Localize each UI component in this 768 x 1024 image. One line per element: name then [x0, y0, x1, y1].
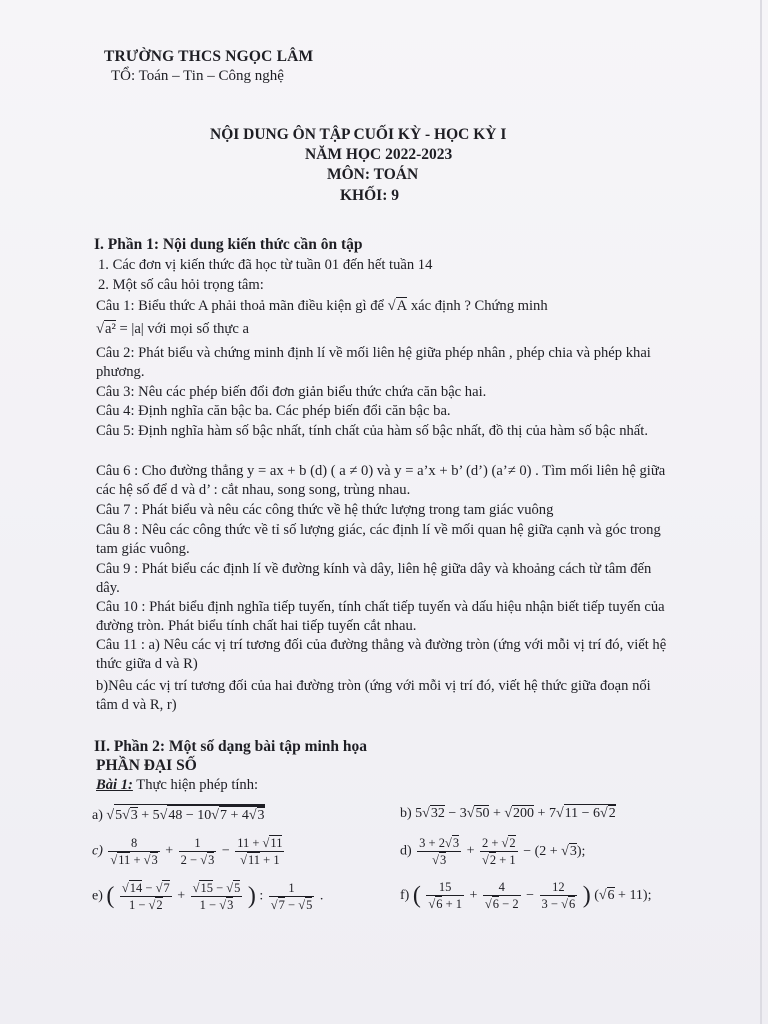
- exercise-f: f) ( $\frac{15}{√6 + 1}$ + $\frac{4}{√6 - 2}$ − $\frac{12}{3 - √6}$ ) (√6 + 11);: [400, 880, 652, 911]
- subject: MÔN: TOÁN: [327, 166, 419, 183]
- exercise-e-label: e): [92, 888, 103, 904]
- question-5: Câu 5: Định nghĩa hàm số bậc nhất, tính chất của hàm số bậc nhất, đồ thị của hàm số bậc nhất.: [96, 423, 648, 439]
- grade: KHỐI: 9: [340, 187, 399, 204]
- exercise-b-label: b): [400, 806, 412, 821]
- exercise-d: d) $\frac{3 + 2√3}{√3}$ + $\frac{2 + √2}{√2 + 1}$ − (2 + √3);: [400, 836, 586, 867]
- question-1: [96, 297, 548, 315]
- fraction: $\frac{4}{√6 - 2}$: [484, 880, 519, 911]
- fraction: $\frac{15}{√6 + 1}$: [428, 880, 463, 911]
- question-1-text-b: xác định ? Chứng minh: [407, 298, 548, 314]
- fraction: $\frac{3 + 2√3}{√3}$: [419, 836, 460, 867]
- exercise-c: c) $\frac{8}{√11 + √3}$ + $\frac{1}{2 - √3}$ − $\frac{11 + √11}{√11 + 1}$: [92, 835, 283, 867]
- sqrt-a2-expression: √a²: [96, 321, 116, 337]
- part2-heading: II. Phần 2: Một số dạng bài tập minh họa: [94, 738, 368, 755]
- question-10: Câu 10 : Phát biểu định nghĩa tiếp tuyến, tính chất tiếp tuyến và dấu hiệu nhận biết tiếp tuyến của đường tròn. Phát biểu tính chất hai tiếp tuyến cắt nhau.: [96, 599, 665, 634]
- exercise-b-expression: 5√32 − 3√50 + √200 + 7√11 − 6√2: [415, 806, 616, 821]
- question-8: Câu 8 : Nêu các công thức về tỉ số lượng giác, các định lí về mối quan hệ giữa cạnh và góc trong tam giác vuông.: [96, 522, 661, 557]
- algebra-heading: PHẦN ĐẠI SỐ: [96, 757, 197, 774]
- question-11b: b)Nêu các vị trí tương đối của hai đường tròn (ứng với mỗi vị trí đó, viết hệ thức giữa đoạn nối tâm d và R, r): [96, 678, 651, 713]
- school-year: NĂM HỌC 2022-2023: [305, 146, 453, 163]
- fraction: $\frac{12}{3 - √6}$: [541, 880, 576, 911]
- bai1-heading: [96, 777, 258, 794]
- part1-item1: 1. Các đơn vị kiến thức đã học từ tuần 01 đến hết tuần 14: [98, 257, 433, 273]
- fraction: $\frac{√14 - √7}{1 - √2}$: [121, 881, 170, 912]
- abs-a-expression: = |a|: [115, 321, 144, 337]
- page-edge: [760, 0, 762, 1024]
- question-9: Câu 9 : Phát biểu các định lí về đường kính và dây, liên hệ giữa dây và khoảng cách từ tâm đến dây.: [96, 561, 652, 596]
- school-name: TRƯỜNG THCS NGỌC LÂM: [104, 48, 314, 65]
- exercise-c-label: c): [92, 843, 103, 859]
- sqrt-a-expression: √A: [387, 298, 408, 314]
- question-1-identity: [96, 320, 249, 338]
- question-2: Câu 2: Phát biểu và chứng minh định lí về mối liên hệ giữa phép nhân , phép chia và phép khai phương.: [96, 345, 651, 380]
- doc-title: NỘI DUNG ÔN TẬP CUỐI KỲ - HỌC KỲ I: [210, 126, 507, 143]
- sqrt-a-radicand: A: [396, 298, 408, 314]
- exercise-b: [400, 804, 616, 822]
- department-name: TỔ: Toán – Tin – Công nghệ: [111, 68, 284, 84]
- part1-item2: 2. Một số câu hỏi trọng tâm:: [98, 277, 264, 293]
- question-11a: Câu 11 : a) Nêu các vị trí tương đối của đường thẳng và đường tròn (ứng với mỗi vị trí đó, viết hệ thức giữa d và R): [96, 637, 667, 672]
- bai1-label: Bài 1:: [96, 777, 133, 793]
- exercise-a-expression: √5√3 + 5√48 − 10√7 + 4√3: [106, 808, 264, 823]
- question-1-text-c: với mọi số thực a: [143, 321, 249, 337]
- question-7: Câu 7 : Phát biểu và nêu các công thức về hệ thức lượng trong tam giác vuông: [96, 502, 554, 518]
- exercise-f-label: f): [400, 888, 410, 904]
- question-3: Câu 3: Nêu các phép biến đổi đơn giản biểu thức chứa căn bậc hai.: [96, 384, 487, 400]
- exercise-a: [92, 804, 265, 824]
- question-1-text-a: Câu 1: Biểu thức A phải thoả mãn điều kiện gì để: [96, 298, 388, 314]
- sqrt-a2-radicand: a²: [105, 321, 116, 337]
- question-6: Câu 6 : Cho đường thẳng y = ax + b (d) ( a ≠ 0) và y = a’x + b’ (d’) (a’≠ 0) . Tìm mối liên hệ giữa các hệ số để d và d’ : cắt nhau, song song, trùng nhau.: [96, 463, 666, 498]
- fraction: $\frac{8}{√11 + √3}$: [110, 835, 158, 867]
- exercise-a-label: a): [92, 808, 103, 823]
- fraction: $\frac{1}{√7 - √5}$: [270, 880, 313, 912]
- bai1-text: Thực hiện phép tính:: [132, 777, 259, 793]
- fraction: $\frac{11 + √11}{√11 + 1}$: [237, 836, 283, 867]
- exercise-d-label: d): [400, 843, 412, 859]
- fraction: $\frac{2 + √2}{√2 + 1}$: [482, 836, 516, 867]
- fraction: $\frac{1}{2 - √3}$: [180, 835, 215, 867]
- part1-heading: I. Phần 1: Nội dung kiến thức cần ôn tập: [94, 236, 363, 253]
- fraction: $\frac{√15 - √5}{1 - √3}$: [192, 881, 241, 912]
- exercise-e: e) ( $\frac{√14 - √7}{1 - √2}$ + $\frac{√15 - √5}{1 - √3}$ ) : $\frac{1}{√7 - √5}$ .: [92, 880, 324, 912]
- question-4: Câu 4: Định nghĩa căn bậc ba. Các phép biến đổi căn bậc ba.: [96, 403, 451, 419]
